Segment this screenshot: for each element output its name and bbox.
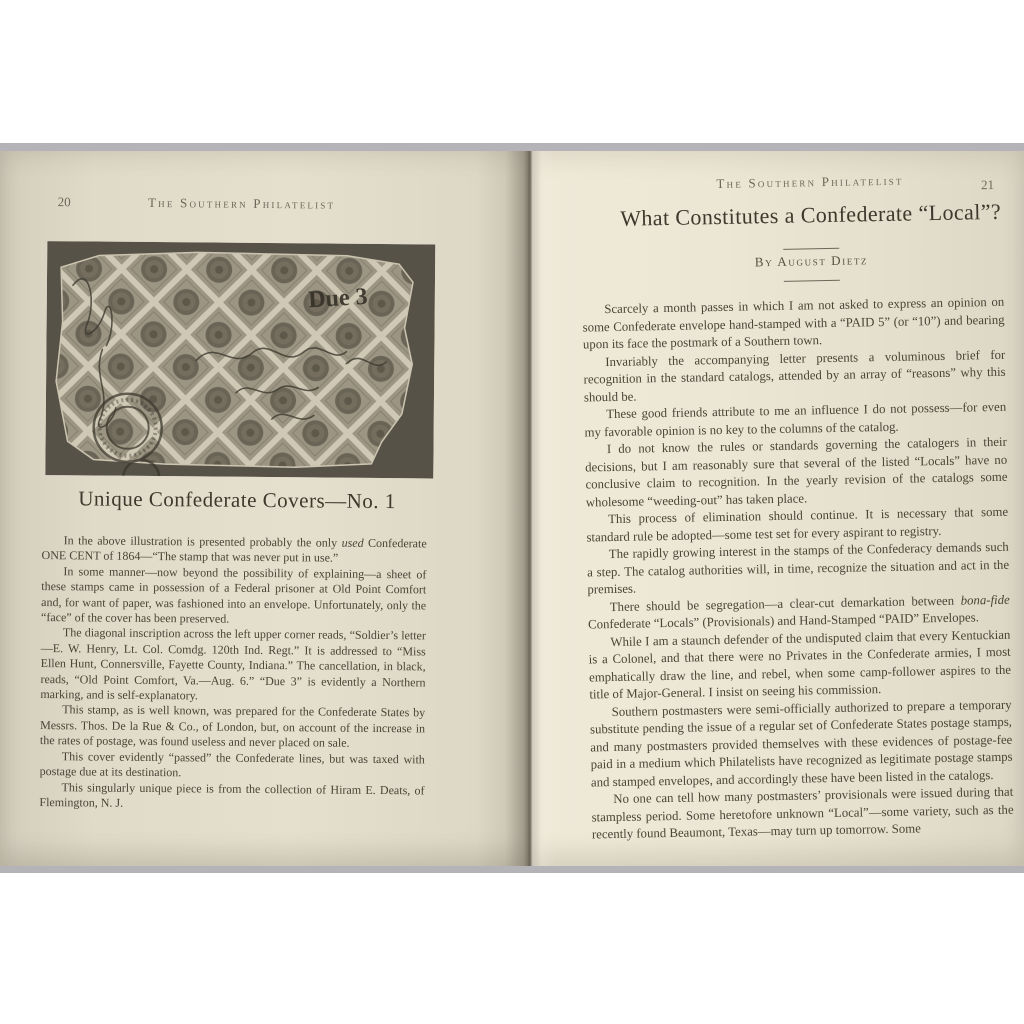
byline-rule [784, 280, 840, 282]
right-article-title: What Constitutes a Confederate “Local”? [619, 198, 1002, 231]
paragraph: This stamp, as is well known, was prepared for the Confederate States by Messrs. Thos. De la Rue & Co., of London, but, on account of the increase in the rates of postage, was found useless and never placed on sale. [39, 702, 426, 751]
paragraph: The diagonal inscription across the left upper corner reads, “Soldier’s letter—E. W. Henry, Lt. Col. Comdg. 120th Ind. Regt.” It is addressed to “Miss Ellen Hunt, Connersville, Fayette County, Indiana.” The cancellation, in black, reads, “Old Point Comfort, Va.—Aug. 6.” “Due 3” is evidently a Northern marking, and is self-explanatory. [40, 625, 426, 703]
left-page [0, 151, 529, 866]
paragraph: Southern postmasters were semi-officially authorized to prepare a temporary substitute pending the issue of a regular set of Confederate States postage stamps, and many postmasters provided themselves with these evidences of postage-fee paid in a medium which Philatelists have recognized as legitimate postage stamps and stamped envelopes, and accordingly these have been listed in the catalogs. [589, 697, 1013, 789]
paragraph: While I am a staunch defender of the undisputed claim that every Kentuckian is a Colonel, and that there were no Privates in the Confederate armies, I most emphatically draw the line, and rebel, when some camp-follower aspires to the title of Major-General. I insist on seeing his commission. [588, 627, 1012, 702]
paragraph: Scarcely a month passes in which I am not asked to express an opinion on some Confederate envelope hand-stamped with a “PAID 5” (or “10”) and bearing upon its face the postmark of a Southern town. [582, 294, 1005, 352]
paragraph: This process of elimination should continue. It is necessary that some standard rule be adopted—some test set for every aspirant to registry. [586, 504, 1009, 544]
left-article-title: Unique Confederate Covers—No. 1 [78, 486, 396, 514]
book-spread-photo [0, 143, 1024, 873]
cover-illustration [45, 241, 435, 478]
right-page-content [529, 151, 1024, 866]
paragraph: I do not know the rules or standards governing the catalogers in their decisions, but I am reasonably sure that several of the listed “Locals” have no conclusive claim to recognition. In the yearly revision of the catalogs some wholesome “weeding-out” has taken place. [585, 434, 1008, 509]
right-page-number: 21 [980, 176, 995, 193]
due-3-handstamp: Due 3 [307, 283, 369, 314]
left-page-content [0, 151, 529, 866]
byline: By August Dietz [754, 252, 869, 270]
left-article-body [39, 533, 426, 814]
right-running-header: The Southern Philatelist [716, 172, 904, 192]
right-article-body [582, 294, 1014, 844]
paragraph: In the above illustration is presented probably the only used Confederate ONE CENT of 1864—“The stamp that was never put in use.” [41, 533, 427, 566]
paragraph: No one can tell how many postmasters’ provisionals were issued during that stampless period. Some heretofore unknown “Local”—some variety, such as the recently found Beaumont, Texas—may turn up tomorrow. Some [591, 784, 1014, 842]
left-running-header: The Southern Philatelist [148, 194, 336, 212]
paragraph: This cover evidently “passed” the Confederate lines, but was taxed with postage due at its destination. [39, 748, 425, 780]
paragraph: Invariably the accompanying letter presents a voluminous brief for recognition in the standard catalogs, attended by an array of “reasons” why this should be. [583, 347, 1006, 405]
left-page-number: 20 [57, 194, 71, 210]
paragraph: These good friends attribute to me an influence I do not possess—for even my favorable opinion is no key to the columns of the catalog. [584, 399, 1007, 440]
paragraph: In some manner—now beyond the possibility of explaining—a sheet of these stamps came in possession of a Federal prisoner at Old Point Comfort and, for want of paper, was fashioned into an envelope. Unfortunately, only the “face” of the cover has been preserved. [40, 564, 427, 626]
paragraph: There should be segregation—a clear-cut demarkation between bona-fide Confederate “Locals” (Provisionals) and Hand-Stamped “PAID” Envelopes. [587, 592, 1010, 632]
paragraph: This singularly unique piece is from the collection of Hiram E. Deats, of Flemington, N. J. [39, 779, 425, 810]
right-page [529, 151, 1024, 866]
title-rule [783, 248, 839, 250]
paragraph: The rapidly growing interest in the stamps of the Confederacy demands such a step. The catalog authorities will, in time, recognize the situation and act in the premises. [587, 539, 1010, 597]
